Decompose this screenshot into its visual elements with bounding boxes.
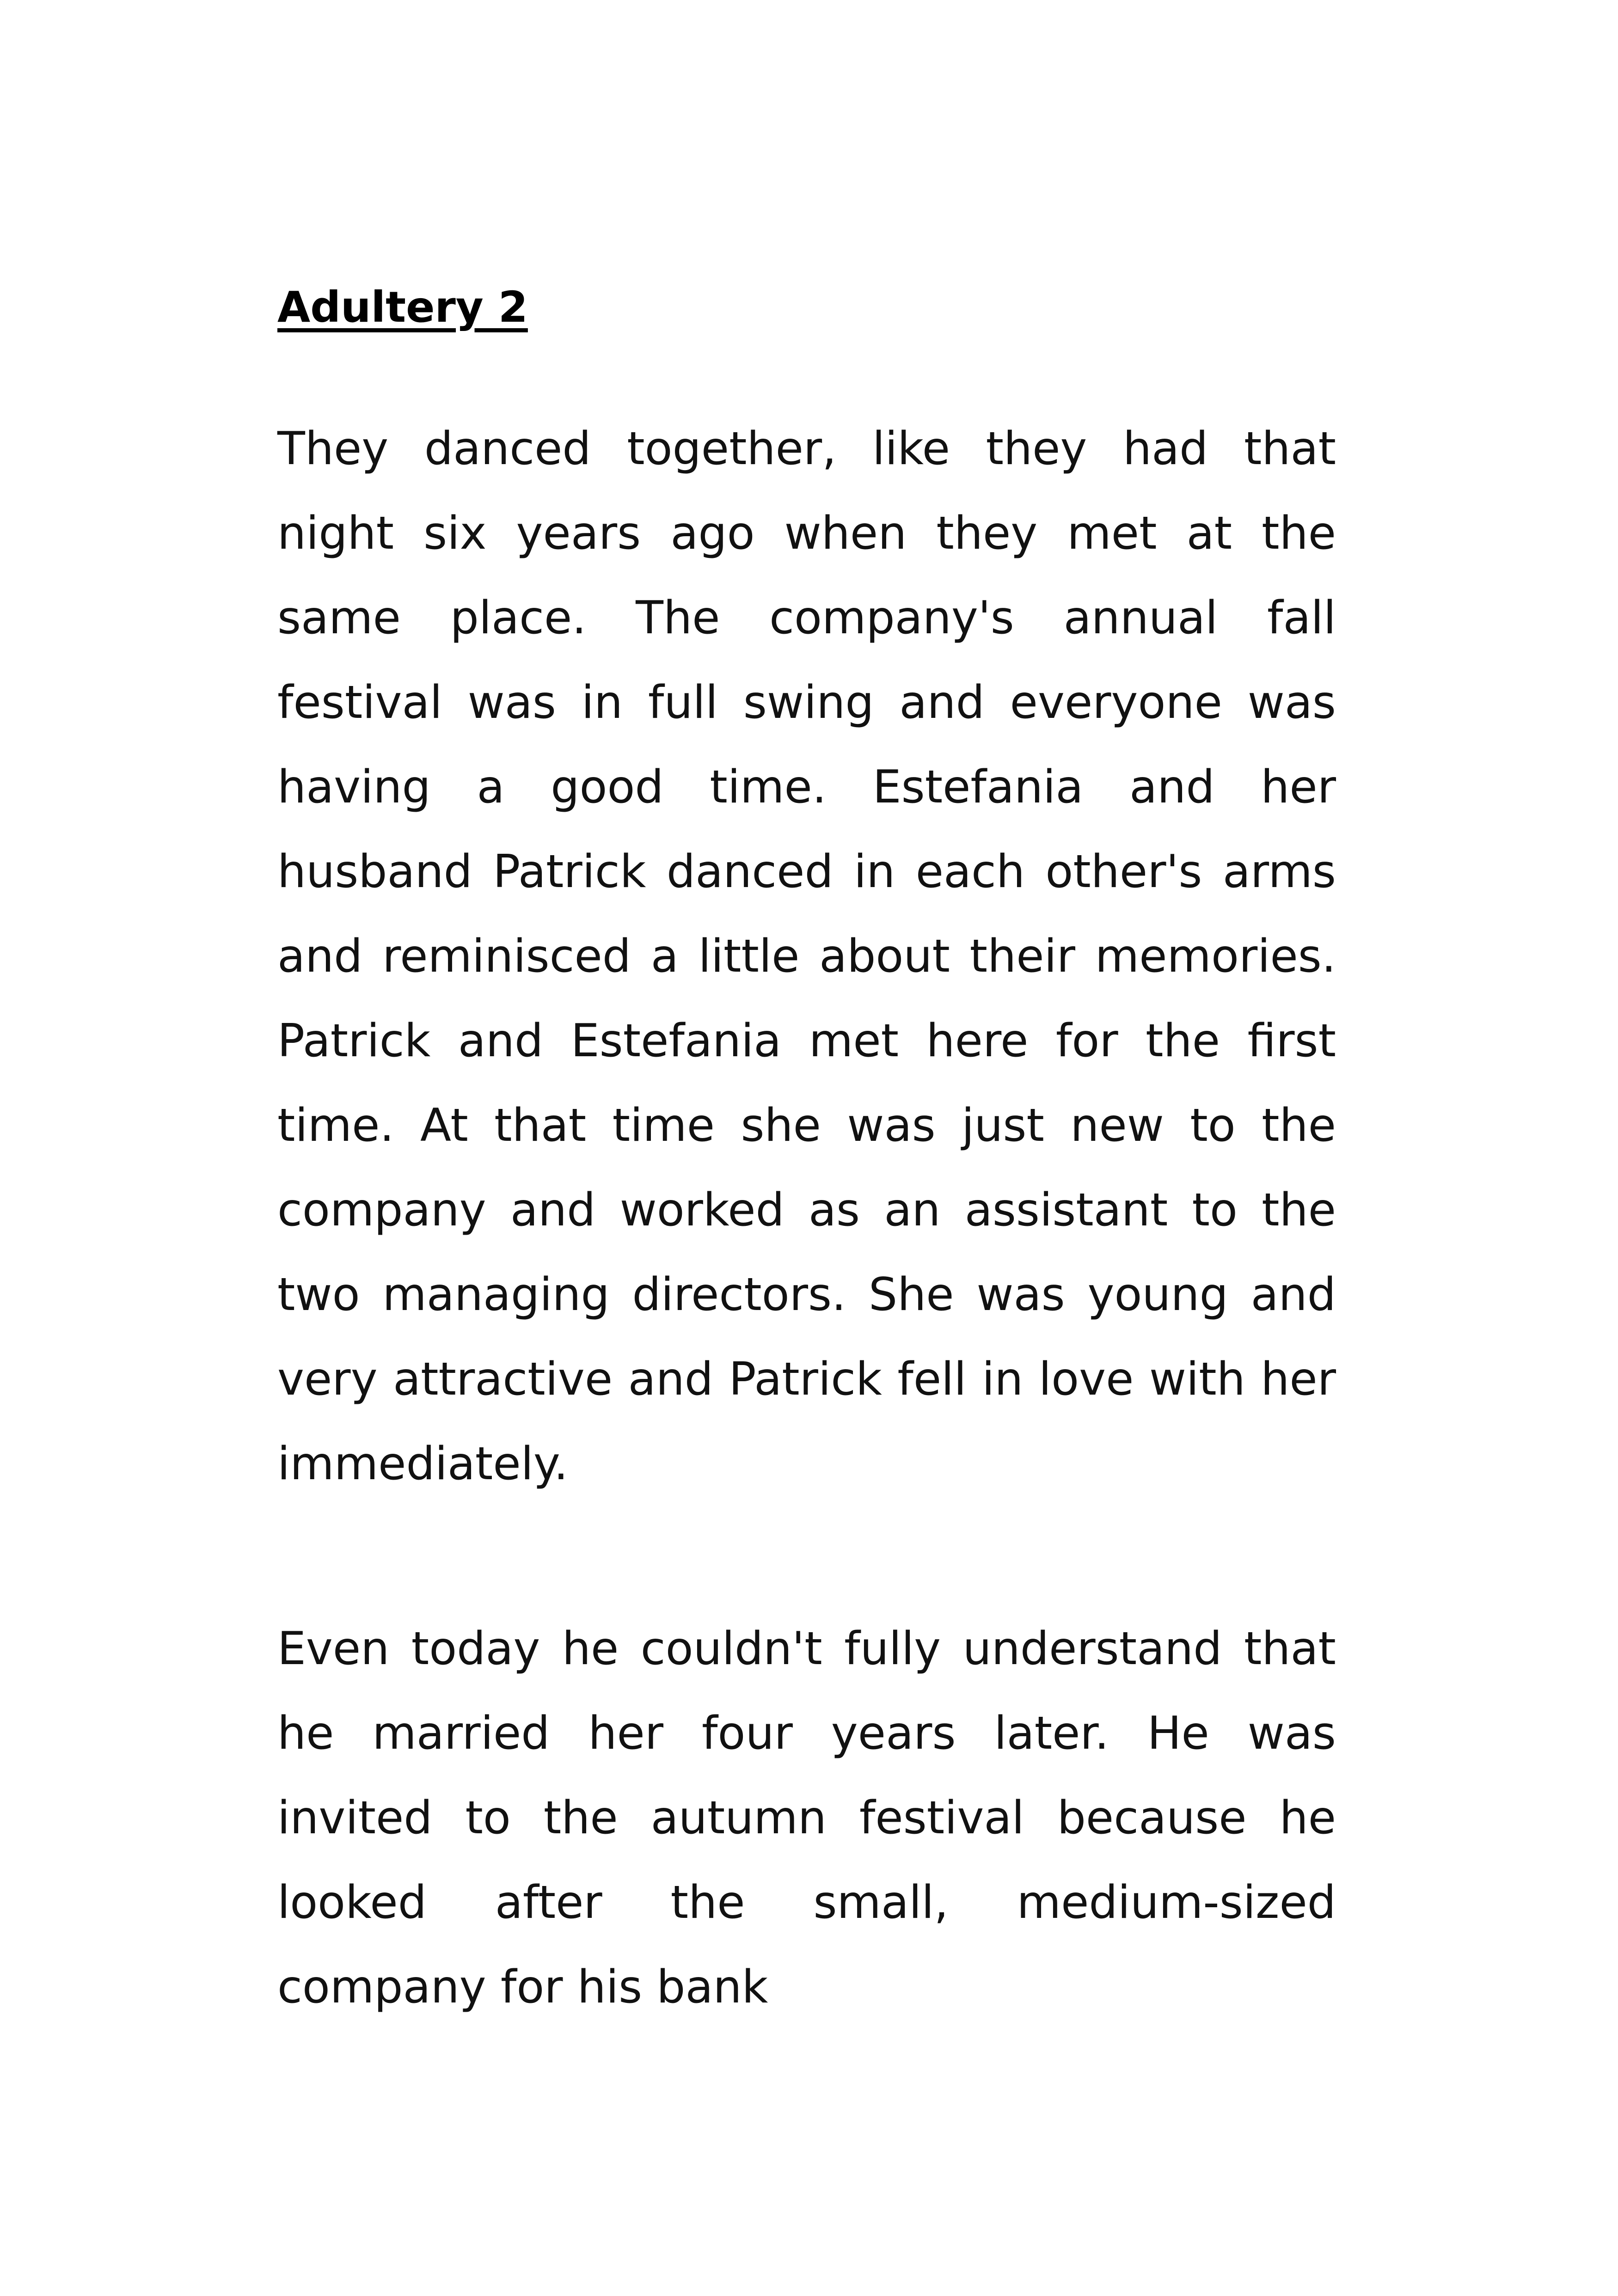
body-paragraph-2: Even today he couldn't fully understand that he married her four years later. He was invited to the autumn festival because he looked after the small, medium-sized company for his bank xyxy=(277,1623,1336,2014)
document-title: Adultery 2 xyxy=(277,282,528,332)
body-paragraph-1: They danced together, like they had that night six years ago when they met at the same place. The company's annual fall festival was in full swing and everyone was having a good time. Estefania and her husband Patrick danced in each other's arms and reminisced a little about their memories. Patrick and Estefania met here for the first time. At that time she was just new to the company and worked as an assistant to the two managing directors. She was young and very attractive and Patrick fell in love with her immediately. xyxy=(277,422,1336,1490)
